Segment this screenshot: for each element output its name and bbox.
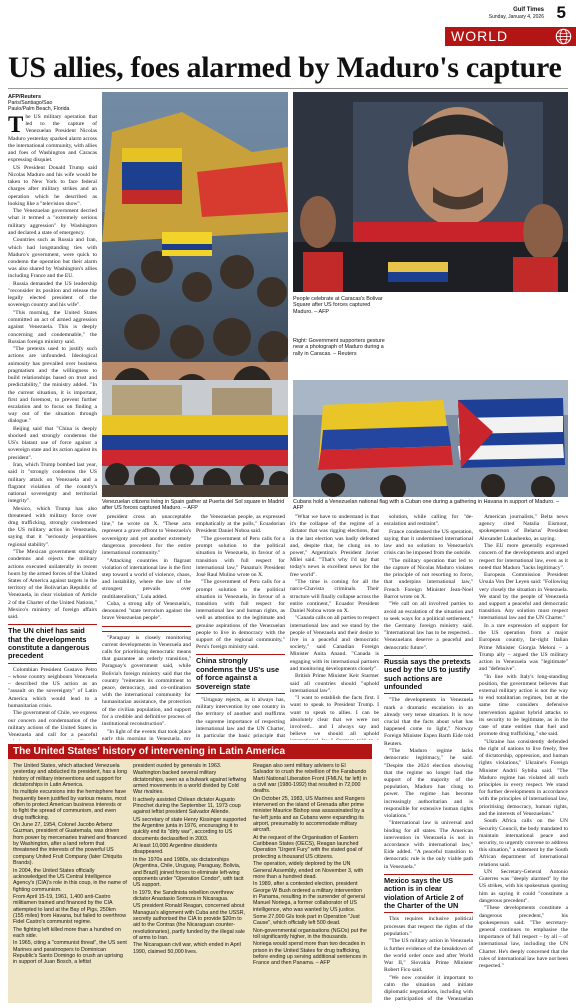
article-paragraph: Colombian President Gustavo Petro – whose country neighbours Venezuela – described the US action as an "assault on the sovereignty" of Latin America which would lead to a humanitarian crisis.	[8, 666, 97, 709]
article-paragraph: "Paraguay is closely monitoring current developments in Venezuela and calls for prioritising democratic means that guarantee an orderly transition," Paraguay's government said, while Bolivia's foreign ministry said that the country "reiterates its commitment to peace, democracy, and co-ordination with the international community for humanitarian assistance, the protection of the civilian population, and support for a credible and definitive process of institutional reconstruction".	[102, 634, 191, 728]
factbox-paragraph: The operation, widely deplored by the UN General Assembly, ended on November 3, with more than a hundred dead.	[253, 861, 364, 880]
article-paragraph: "What we have to understand is that it's the collapse of the regime of a dictator that was rigging elections, that in the last election was badly defeated and, despite that, he clung on to power," Argentina's President Javier Milei said. "That's why I'd say that today's news is excellent news for the free world".	[290, 514, 379, 578]
article-paragraph: Mexico, which Trump has also threatened with military force over drug trafficking, strongly condemned the US military action in Venezuela, saying that it "seriously jeopardises regional stability".	[8, 505, 97, 548]
article-paragraph: "We now consider it important to calm the situation and initiate diplomatic negotiations, including with the participation of the Venezuelan	[384, 974, 473, 1003]
drop-cap: T	[8, 114, 24, 137]
article-paragraph: British Prime Minister Keir Starmer said all countries should "uphold international law".	[290, 673, 379, 694]
factbox-paragraph: US president Ronald Reagan, concerned about Managua's alignment with Cuba and the USSR, secretly authorised the CIA to provide $20m to aid to the Contras (the Nicaraguan counter-revolutionaries), partly funded by the illegal sale of arms to Iran.	[133, 903, 246, 941]
pull-quote: Russia says the pretexts used by the US to justify such actions are unfounded	[384, 655, 473, 695]
factbox-paragraph: The fighting left killed more than a hundred on each side.	[13, 926, 121, 939]
article-paragraph: "This morning, the United States committed an act of armed aggression against Venezuela. This is deeply concerning and condemnable," the Russian foreign ministry said.	[8, 309, 97, 345]
factbox-paragraph: Washington backed several military dictatorships, seen as a bulwark against leftwing armed movements in a world divided by Cold War rivalries.	[133, 770, 247, 796]
section-band	[445, 27, 576, 46]
article-paragraph: The Venezuelan government decried what it termed a "extremely serious military aggression" by Washington and declared a state of emergency.	[8, 208, 97, 236]
article-paragraph: "In line with Italy's long-standing position, the government believes that external military action is not the way to end totalitarian regimes, but at the same time considers defensive intervention against hybrid attacks to its security to be legitimate, as in the case of state entities that fuel and promote drug trafficking," she said.	[479, 673, 568, 738]
article-paragraph: European Commission President Ursula Von Der Leyen said: "Following very closely the situation in Venezuela. We stand by the people of Venezuela and support a peaceful and democratic transition. Any solution must respect international law and the UN Charter."	[479, 572, 568, 622]
page-number: 5	[556, 3, 566, 22]
pull-quote: The UN chief has said that the developments constitute a dangerous precedent	[8, 624, 97, 664]
article-paragraph: "The government of Peru calls for a prompt solution to the political situation in Venezuela, in favour of a transition with full respect for international law," Panama's President José Raul Mulino wrote on X.	[196, 535, 285, 578]
paper-name: Gulf Times	[513, 7, 544, 13]
issue-date: Sunday, January 4, 2026	[488, 14, 544, 20]
factbox-header	[8, 744, 372, 759]
article-paragraph: Beijing said that "China is deeply shocked and strongly condemns the US's blatant use of force against a sovereign state and its action against its president".	[8, 425, 97, 461]
photo-madrid	[102, 380, 288, 497]
factbox-paragraph: The Nicaraguan civil war, which ended in April 1990, claimed 50,000 lives.	[133, 942, 241, 955]
article-paragraph: South Africa calls on the UN Security Council, the body mandated to maintain international peace and security, to urgently convene to address this situation," a statement by the South African department of international relations said.	[479, 818, 568, 868]
article-paragraph: "The government of Peru calls for a prompt solution to the political situation in Venezuela, in favour of a transition with full respect for international law and human rights, as well as attention to the legitimate and genuine aspirations of the Venezuelan people to live in democracy with the support of the regional community," Peru's foreign ministry said.	[196, 579, 285, 651]
article-paragraph: Cuba, a strong ally of Venezuela's, denounced "state terrorism against the brave Venezuelan people".	[102, 601, 191, 622]
caption-havana: Cubans hold a Venezuelan national flag with a Cuban one during a gathering in Havana in support of Maduro. – AFP	[293, 499, 560, 512]
byline-agency: AFP/Reuters	[8, 94, 42, 100]
article-paragraph: American journalists," Belta news agency cited Natalia Eismont, spokesperson of Belarus' President Alexander Lukashenko, as saying.	[479, 514, 568, 542]
factbox-column-1	[13, 763, 127, 1001]
article-paragraph: The government of Chile, we express our concern and condemnation of the military actions of the United States in Venezuela and call for a peaceful	[8, 710, 97, 738]
article-paragraph: France condemned the US operation, saying that it undermined international law and no solution to Venezuela's crisis can be imposed from the outside.	[384, 528, 473, 557]
page-header	[0, 0, 576, 50]
pull-quote: China strongly condemns the US's use of force against a sovereign state	[196, 654, 285, 694]
article-column-4	[290, 514, 379, 740]
masthead	[489, 7, 544, 21]
factbox-title: The United States' history of intervening in Latin America	[13, 746, 286, 757]
headline: US allies, foes alarmed by Maduro's capture	[8, 51, 562, 84]
headline-rule	[8, 88, 568, 89]
factbox-paragraph: The United States, which attacked Venezuela yesterday and abducted its president, has a long history of military interventions and support for dictatorships in Latin America.	[13, 763, 127, 789]
article-paragraph: "Ukraine has consistently defended the right of nations to live freely, free of dictatorship, oppression, and human rights violations," Ukraine's Foreign Minister Andrii Sybiha said. "The Maduro regime has violated all such principles in every respect. We stand for further developments in accordance with the principles of international law, prioritising democracy, human rights, and the interests of Venezuelans."	[479, 738, 568, 817]
article-paragraph: "The Mexican government strongly condemns and rejects the military actions executed unilaterally in recent hours by the armed forces of the United States of America against targets in the territory of the Bolivarian Republic of Venezuela, in clear violation of Article 2 of the Charter of the United Nations," Mexico's ministry of foreign affairs said.	[8, 549, 97, 620]
article-paragraph: Russia demanded the US leadership "reconsider its position and release the legally elected president of the sovereign country and his wife".	[8, 280, 97, 309]
caption-madrid: Venezuelan citizens living in Spain gather at Puerta del Sol square in Madrid after US forces captured Maduro. – AFP	[102, 499, 285, 512]
factbox-column-2	[133, 763, 247, 1001]
byline-places: Paris/Santiago/Sao Paulo/Palm Beach, Florida	[8, 100, 70, 112]
byline	[8, 94, 80, 112]
section-label: WORLD	[451, 28, 509, 44]
article-column-5	[384, 514, 473, 1003]
factbox-paragraph: Reagan also sent military advisers to El Salvador to crush the rebellion of the Farabundo Marti National Liberation Front (FMLN, far left) in a civil war (1980-1992) that resulted in 72,000 deaths.	[253, 763, 367, 795]
article-paragraph: The EU more generally expressed concern of the developments and urged respect for international law, even as it noted that Maduro "lacks legitimacy".	[479, 543, 568, 571]
article-paragraph: In a rare expression of support for the US operation from a major European country, far-right Italian Prime Minister Giorgia Meloni – a Trump ally – argued the US military action in Venezuela was "legitimate" and "defensive".	[479, 622, 568, 673]
factbox-paragraph: On June 27, 1954, Colonel Jacobo Arbenz Guzman, president of Guatemala, was driven from power by mercenaries trained and financed by Washington, after a land reform that threatened the interests of the powerful US company United Fruit Company (later Chiquita Brands).	[13, 822, 127, 867]
article-paragraph: "Canada calls on all parties to respect international law and we stand by the people of Venezuela and their desire to live in a peaceful and democratic society," said Canadian Foreign Minister Anita Anand. "Canada is engaging with its international partners and monitoring developments closely".	[290, 615, 379, 672]
factbox-paragraph: From April 15-19, 1961, 1,400 anti-Castro militiamen trained and financed by the CIA attempted to land at the Bay of Pigs, 250km (155 miles) from Havana, but failed to overthrow Fidel Castro's communist regime.	[13, 893, 127, 926]
factbox-paragraph: Some 27,000 GIs took part in Operation "Just Cause", which officially left 500 dead.	[253, 913, 360, 927]
article-paragraph: The US military operation that led to the capture of Venezuelan President Nicolas Maduro yesterday sparked alarm across the international community, with allies and foes of Washington and Caracas expressing disquiet.	[8, 114, 97, 164]
factbox-paragraph: It actively assisted Chilean dictator Augusto Pinochet during the September 11, 1973 coup against leftist president Salvador Allende.	[133, 796, 241, 816]
article-paragraph: "Attacking countries in flagrant violation of international law is the first step toward a world of violence, chaos, and instability, where the law of the strongest prevails over multilateralism," Lula added.	[102, 557, 191, 600]
globe-icon	[555, 28, 572, 45]
factbox-paragraph: In the 1970s and 1980s, six dictatorships (Argentina, Chile, Uruguay, Paraguay, Bolivia, and Brazil) joined forces to eliminate left-wing opponents under "Operation Condor", with tacit US support.	[133, 856, 244, 889]
factbox-paragraph: On October 25, 1983, US Marines and Rangers intervened on the island of Grenada after prime minister Maurice Bishop was assassinated by a far-left junta and as Cubans were expanding its airport, presumably to accommodate military aircraft.	[253, 795, 365, 834]
article-paragraph: "We call on all involved parties to avoid an escalation of the situation and to seek ways for a political settlement," the Germany foreign ministry said. "International law has to be respected... Venezuelans deserve a peaceful and democratic future".	[384, 601, 473, 651]
article-paragraph: "International law is universal and binding for all states. The American intervention in Venezuela is not in accordance with international law," Eide added. "A peaceful transition to democratic rule is the only viable path in Venezuela."	[384, 820, 473, 870]
factbox-paragraph: In 1965, citing a "communist threat", the US sent Marines and paratroopers to Dominican Republic's Santo Domingo to crush an uprising in support of Juan Bosch, a leftist	[13, 940, 127, 966]
factbox-column-3	[253, 763, 367, 1001]
article-paragraph: "The pretexts used to justify such actions are unfounded. Ideological animosity has prevailed over business pragmatism and the willingness to build relationships based on trust and predictability," the ministry added. "In the current situation, it is important, first and foremost, to prevent further escalation and to focus on finding a way out of the situation through dialogue."	[8, 346, 97, 425]
factbox-paragraph: At least 10,000 Argentine dissidents disappeared.	[133, 843, 218, 856]
photo-maduro-rally	[293, 92, 568, 292]
article-paragraph: "The US military action in Venezuela is further evidence of the breakdown of the world order once and after World War II," Slovakia Prime Minister Robert Fico said.	[384, 938, 473, 974]
article-paragraph: president cross an unacceptable line," he wrote on X. "These acts represent a grave affront to Venezuela's sovereignty and yet another extremely dangerous precedent for the entire international community."	[102, 514, 191, 557]
factbox	[8, 759, 372, 1003]
article-column-3	[196, 514, 285, 740]
article-paragraph: "I want to establish the facts first. I want to speak to President Trump. I want to speak to allies. I can be absolutely clear that we were not involved... and I always say and believe we should all uphold	[290, 695, 379, 738]
article-paragraph: US President Donald Trump said Nicolas Maduro and his wife would be taken to New York to face federal charges after military strikes and an operation which he described as looking like a "television show".	[8, 164, 97, 207]
factbox-paragraph: Its multiple excursions into the hemisphere have frequently been justified by various means, most often to protect American business interests or to fight the spread of communism, and even drug trafficking.	[13, 789, 127, 821]
article-paragraph: "Uruguay rejects, as it always has, military intervention by one country in the territory of another and reaffirms the supreme importance of respecting international law and the UN Charter, in particular the basic principle that	[196, 697, 285, 740]
article-paragraph: "In light of the events that took place early this morning in Venezuela, my	[102, 728, 191, 740]
article-paragraph: "The Maduro regime lacks democratic legitimacy," he said. "Despite the 2024 election showing that the regime no longer had the support of the majority of the population, Maduro has clung to power. The regime has become increasingly authoritarian and is responsible for extensive human rights violations."	[384, 748, 473, 819]
caption-maduro-rally: Right: Government supporters gesture near a photograph of Maduro during a rally in Caracas. – Reuters	[293, 338, 385, 357]
article-paragraph: UN Secretary-General Antonio Guterres was "deeply alarmed" by the US strikes, with his spokesman quoting him as saying it could "constitute a dangerous precedent".	[479, 869, 568, 904]
factbox-paragraph: president ousted by generals in 1963.	[133, 763, 222, 769]
pull-quote: Mexico says the US action is in clear violation of Article 2 of the Charter of the UN	[384, 874, 473, 914]
article-paragraph: This requires inclusive political processes that respect the rights of the population."	[384, 916, 473, 937]
factbox-paragraph: At the request of the Organisation of Eastern Caribbean States (OECS), Reagan launched Operation "Urgent Fury" with the stated goal of protecting a thousand US citizens.	[253, 834, 363, 860]
article-paragraph: "The military operation that led to the capture of Nicolas Maduro violates the principle of not resorting to force, that underpins international law," French Foreign Minister Jean-Noel Barrot wrote on X.	[384, 557, 473, 600]
article-column-6	[479, 514, 568, 1003]
factbox-paragraph: In 1979, the Sandinista rebellion overthrew dictator Anastasio Somoza in Nicaragua.	[133, 889, 234, 902]
article-paragraph: solution, while calling for "de-escalation and restraint".	[384, 514, 473, 528]
caption-bolivar-square: People celebrate at Caracas's Bolivar Square after US forces captured Maduro. – AFP	[293, 296, 383, 315]
article-column-2	[102, 514, 191, 740]
factbox-paragraph: US secretary of state Henry Kissinger supported the Argentine junta in 1976, encouraging it to quickly end its "dirty war", according to US documents declassified in 2003.	[133, 816, 247, 842]
article-paragraph: Countries such as Russia and Iran, which had longstanding ties with Maduro's government, were quick to condemn the operation but their alarm was also shared by Washington's allies including France and the EU.	[8, 237, 97, 280]
article-paragraph: "These developments constitute a dangerous precedent," his spokesperson said. "The secretary-general continues to emphasise the importance of full respect – by all – of international law, including the UN Charter. He's deeply concerned that the rules of international law have not been respected."	[479, 905, 568, 969]
article-paragraph: the Venezuelan people, as expressed emphatically at the polls," Ecuadorian President Daniel Noboa said.	[196, 514, 285, 535]
factbox-paragraph: In 2004, the United States officially acknowledged the US Central Intelligence Agency's (CIA)'s role in this coup, in the name of fighting communism.	[13, 867, 127, 893]
photo-havana	[293, 380, 568, 497]
article-paragraph: "The developments in Venezuela mark a dramatic escalation in an already very tense situation. It is now crucial that the facts about what has happened come to light," Norway Foreign Minister Espen Barth Eide told Reuters.	[384, 697, 473, 747]
article-paragraph: Iran, which Trump bombed last year, said it "strongly condemns the US military attack on Venezuela and a flagrant violation of the country's national sovereignty and territorial integrity".	[8, 462, 97, 505]
factbox-paragraph: Non-governmental organisations (NGOs) put the toll significantly higher, in the thousands.	[253, 927, 367, 940]
factbox-paragraph: Noriega would spend more than two decades in prison in the United States for drug trafficking, before ending up serving additional sentences in France and then Panama. – AFP	[253, 941, 367, 967]
factbox-paragraph: In 1989, after a contested election, president George W Bush ordered a military intervention in Panama, resulting in the surrender of general Manuel Noriega, a former collaborator of US intelligence, who was wanted by US justice.	[253, 881, 365, 913]
article-column-1	[8, 114, 97, 740]
pull-quote	[102, 626, 191, 632]
article-paragraph: "The time is coming for all the narco-Chavista criminals. Their structure will finally collapse across the entire continent," Ecuador President Daniel Noboa wrote on X.	[290, 579, 379, 614]
